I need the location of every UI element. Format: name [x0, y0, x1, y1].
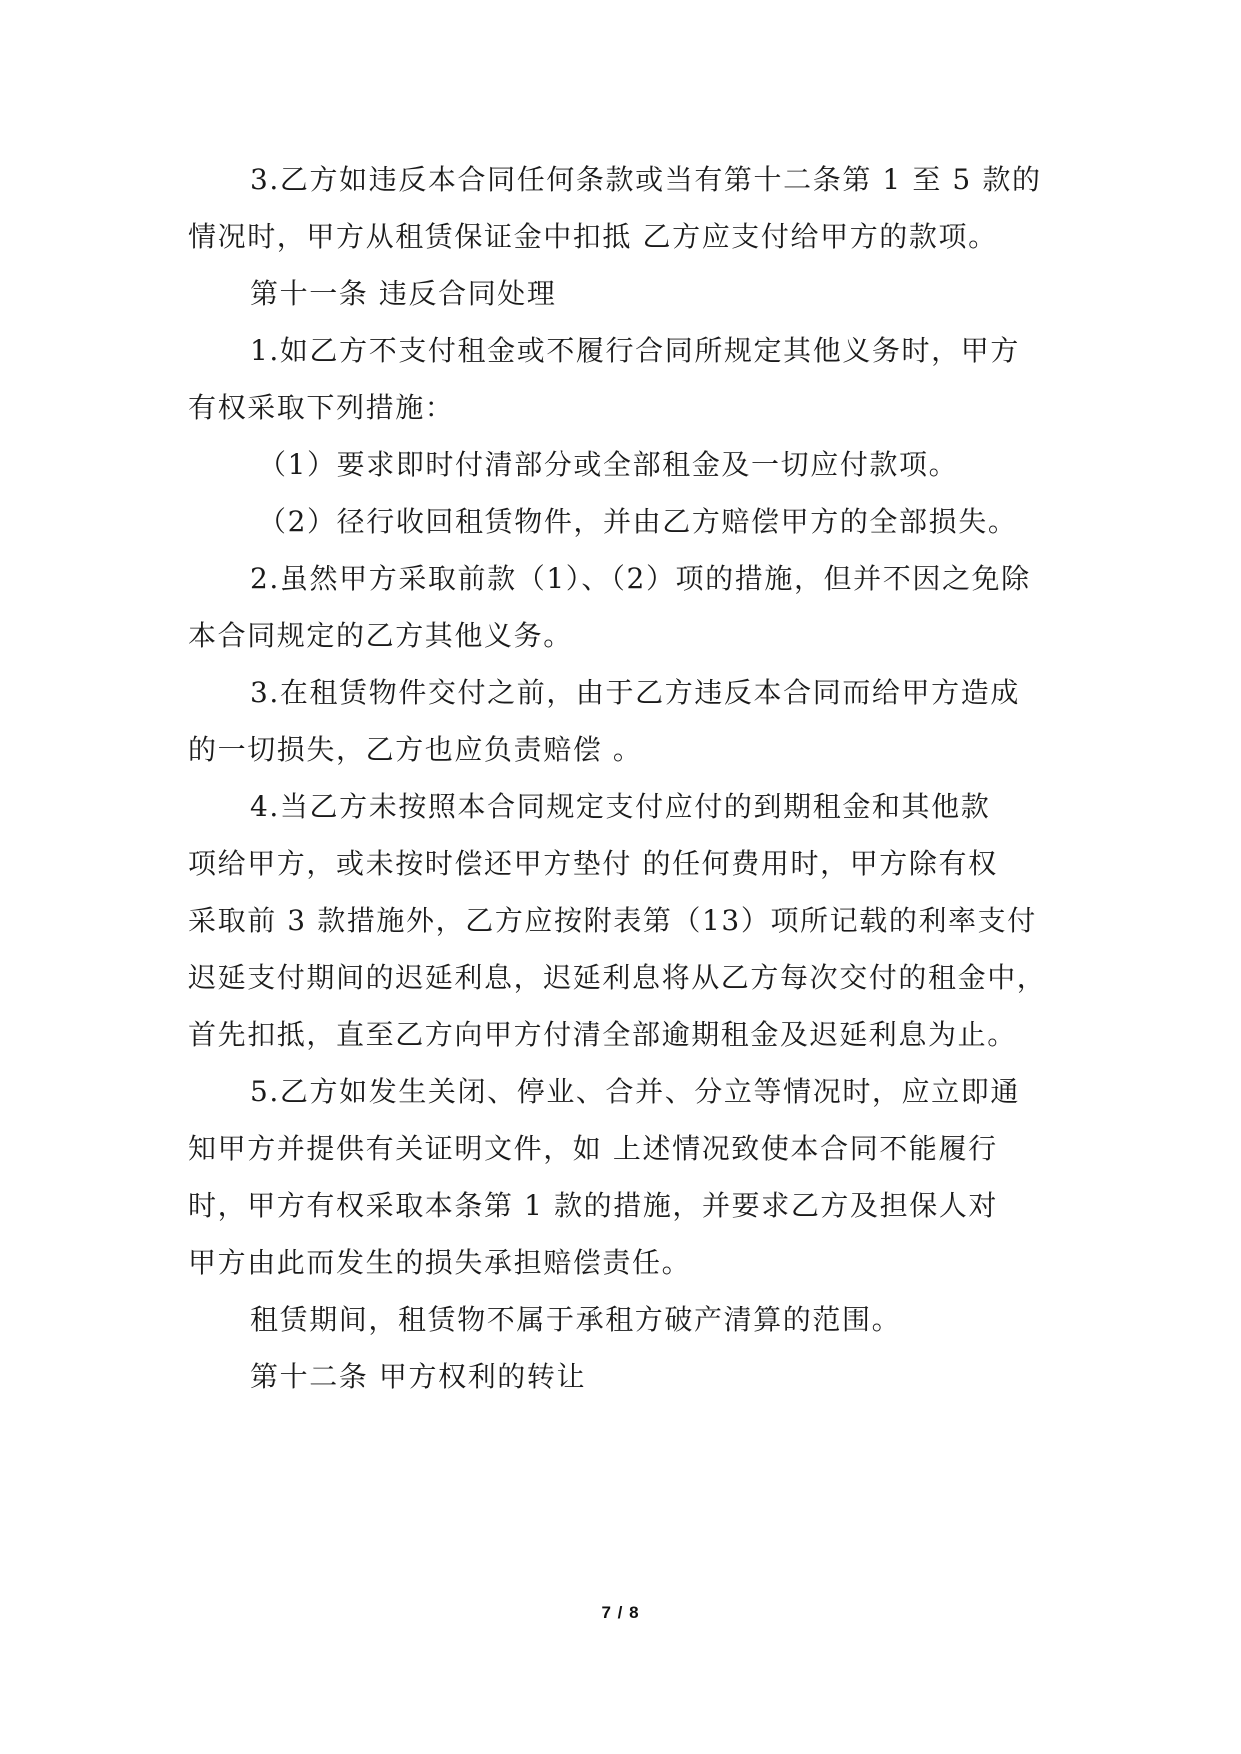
paragraph-line: 2.虽然甲方采取前款（1）、（2）项的措施，但并不因之免除 [250, 562, 1031, 595]
paragraph-line: 5.乙方如发生关闭、停业、合并、分立等情况时，应立即通 [250, 1075, 1020, 1108]
paragraph-line: 4.当乙方未按照本合同规定支付应付的到期租金和其他款 [250, 790, 991, 823]
paragraph-line: 情况时，甲方从租赁保证金中扣抵 乙方应支付给甲方的款项。 [188, 220, 998, 253]
paragraph-line: 1.如乙方不支付租金或不履行合同所规定其他义务时，甲方 [250, 334, 1020, 367]
paragraph-line: 有权采取下列措施： [188, 391, 455, 424]
list-item: （1）要求即时付清部分或全部租金及一切应付款项。 [258, 448, 959, 481]
paragraph-line: 首先扣抵，直至乙方向甲方付清全部逾期租金及迟延利息为止。 [188, 1018, 1017, 1051]
paragraph-line: 本合同规定的乙方其他义务。 [188, 619, 573, 652]
paragraph-line: 3.乙方如违反本合同任何条款或当有第十二条第 1 至 5 款的 [250, 163, 1042, 196]
list-item: （2）径行收回租赁物件，并由乙方赔偿甲方的全部损失。 [258, 505, 1018, 538]
paragraph-line: 迟延支付期间的迟延利息，迟延利息将从乙方每次交付的租金中， [188, 961, 1047, 994]
paragraph-line: 租赁期间，租赁物不属于承租方破产清算的范围。 [250, 1303, 902, 1336]
paragraph-line: 采取前 3 款措施外，乙方应按附表第（13）项所记载的利率支付 [188, 904, 1037, 937]
paragraph-line: 3.在租赁物件交付之前，由于乙方违反本合同而给甲方造成 [250, 676, 1020, 709]
paragraph-line: 时，甲方有权采取本条第 1 款的措施，并要求乙方及担保人对 [188, 1189, 999, 1222]
paragraph-line: 的一切损失，乙方也应负责赔偿 。 [188, 733, 643, 766]
paragraph-line: 甲方由此而发生的损失承担赔偿责任。 [188, 1246, 692, 1279]
article-heading: 第十一条 违反合同处理 [250, 277, 557, 310]
page-number: 7 / 8 [601, 1603, 640, 1622]
paragraph-line: 项给甲方，或未按时偿还甲方垫付 的任何费用时，甲方除有权 [188, 847, 998, 880]
article-heading: 第十二条 甲方权利的转让 [250, 1360, 587, 1393]
paragraph-line: 知甲方并提供有关证明文件，如 上述情况致使本合同不能履行 [188, 1132, 998, 1165]
